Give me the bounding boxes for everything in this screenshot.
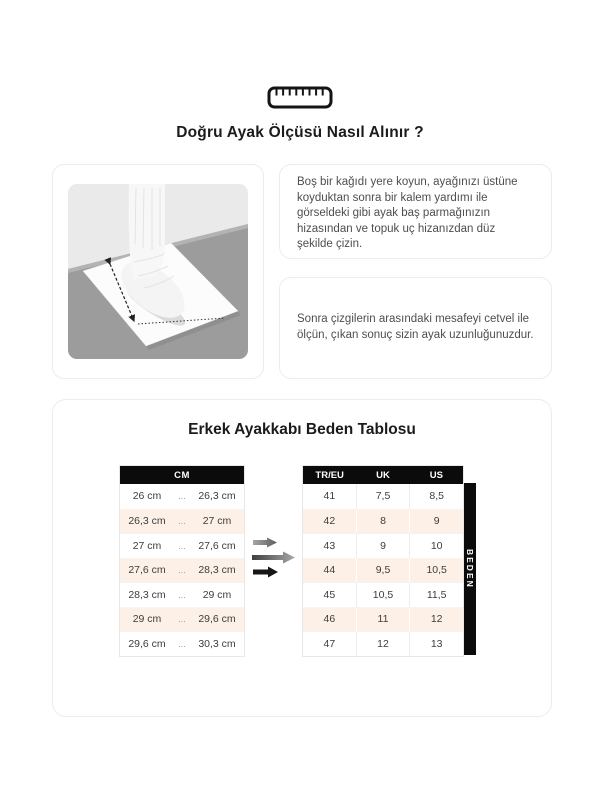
cm-from: 27 cm: [132, 539, 162, 552]
size-cell: 7,5: [356, 484, 410, 509]
table-row: [303, 484, 463, 509]
arrows-right-icon: [252, 537, 296, 579]
col-header-us: US: [429, 469, 443, 481]
ruler-icon-row: [0, 0, 600, 109]
size-cell: 9,5: [356, 559, 410, 583]
size-cell: 8: [356, 510, 410, 534]
cm-from: 26,3 cm: [128, 515, 166, 528]
table-row: [120, 484, 244, 509]
foot-photo-card: [52, 164, 264, 379]
cm-to: 26,3 cm: [198, 490, 236, 503]
table-row: [120, 509, 244, 534]
cm-to: 29,6 cm: [198, 613, 236, 626]
page-title: Doğru Ayak Ölçüsü Nasıl Alınır ?: [176, 124, 424, 141]
size-cell: 10,5: [409, 559, 463, 583]
beden-side-bar: [464, 483, 476, 655]
size-cell: 46: [323, 613, 336, 626]
range-dots: ...: [178, 589, 186, 600]
table-row: [303, 582, 463, 607]
range-dots: ...: [178, 540, 186, 551]
size-section-title: Erkek Ayakkabı Beden Tablosu: [188, 421, 416, 438]
sock-leg: [129, 184, 165, 280]
size-cell: 11: [356, 608, 410, 632]
international-size-table: [302, 465, 464, 657]
size-cell: 8,5: [409, 484, 463, 509]
table-row: [120, 558, 244, 583]
size-cell: 47: [323, 637, 336, 650]
size-cell: 9: [356, 534, 410, 558]
table-row: [120, 631, 244, 656]
range-dots: ...: [178, 638, 186, 649]
size-cell: 45: [323, 588, 336, 601]
table-row: [120, 607, 244, 632]
cm-from: 29,6 cm: [128, 637, 166, 650]
cm-from: 29 cm: [132, 613, 162, 626]
size-cell: 12: [409, 608, 463, 632]
table-row: [303, 607, 463, 632]
table-row: [303, 533, 463, 558]
cm-from: 26 cm: [132, 490, 162, 503]
cm-to: 27,6 cm: [198, 539, 236, 552]
cm-to: 29 cm: [202, 588, 232, 601]
range-dots: ...: [178, 614, 186, 625]
size-table-header: [303, 466, 463, 484]
cm-to: 30,3 cm: [198, 637, 236, 650]
cm-from: 28,3 cm: [128, 588, 166, 601]
table-row: [303, 631, 463, 656]
size-cell: 41: [323, 490, 336, 503]
foot-measurement-photo: [68, 184, 248, 359]
range-dots: ...: [178, 516, 186, 527]
table-row: [303, 558, 463, 583]
col-header-uk: UK: [376, 469, 390, 481]
cm-from: 27,6 cm: [128, 564, 166, 577]
size-cell: 10: [409, 534, 463, 558]
range-dots: ...: [178, 491, 186, 502]
col-header-tr-eu: TR/EU: [315, 469, 344, 481]
table-row: [120, 582, 244, 607]
size-cell: 9: [409, 510, 463, 534]
size-table-card: [52, 399, 552, 717]
instruction-column: [279, 164, 552, 379]
size-table-group: [302, 465, 476, 657]
conversion-arrows: [245, 537, 302, 579]
tables-row: [53, 465, 551, 657]
beden-label: BEDEN: [465, 549, 475, 589]
size-cell: 42: [323, 515, 336, 528]
size-cell: 11,5: [409, 583, 463, 607]
size-cell: 44: [323, 564, 336, 577]
table-row: [120, 533, 244, 558]
size-cell: 10,5: [356, 583, 410, 607]
instruction-step-1: Boş bir kağıdı yere koyun, ayağınızı üstüne koyduktan sonra bir kalem yardımı ile görseldeki gibi ayak baş parmağınızın hizasından ve topuk uç hizanızdan düz şekilde çizin.: [279, 164, 552, 259]
size-cell: 13: [409, 632, 463, 656]
cm-to: 27 cm: [202, 515, 232, 528]
ruler-icon: [267, 86, 333, 109]
instruction-step-2-text: Sonra çizgilerin arasındaki mesafeyi cetvel ile ölçün, çıkan sonuç sizin ayak uzunluğunuzdur.: [297, 313, 534, 341]
instruction-step-2: [279, 277, 552, 379]
size-cell: 12: [356, 632, 410, 656]
cm-table-header: CM: [120, 466, 244, 484]
cm-to: 28,3 cm: [198, 564, 236, 577]
table-row: [303, 509, 463, 534]
howto-section: [52, 164, 552, 379]
range-dots: ...: [178, 565, 186, 576]
cm-table: [119, 465, 245, 657]
size-cell: 43: [323, 539, 336, 552]
